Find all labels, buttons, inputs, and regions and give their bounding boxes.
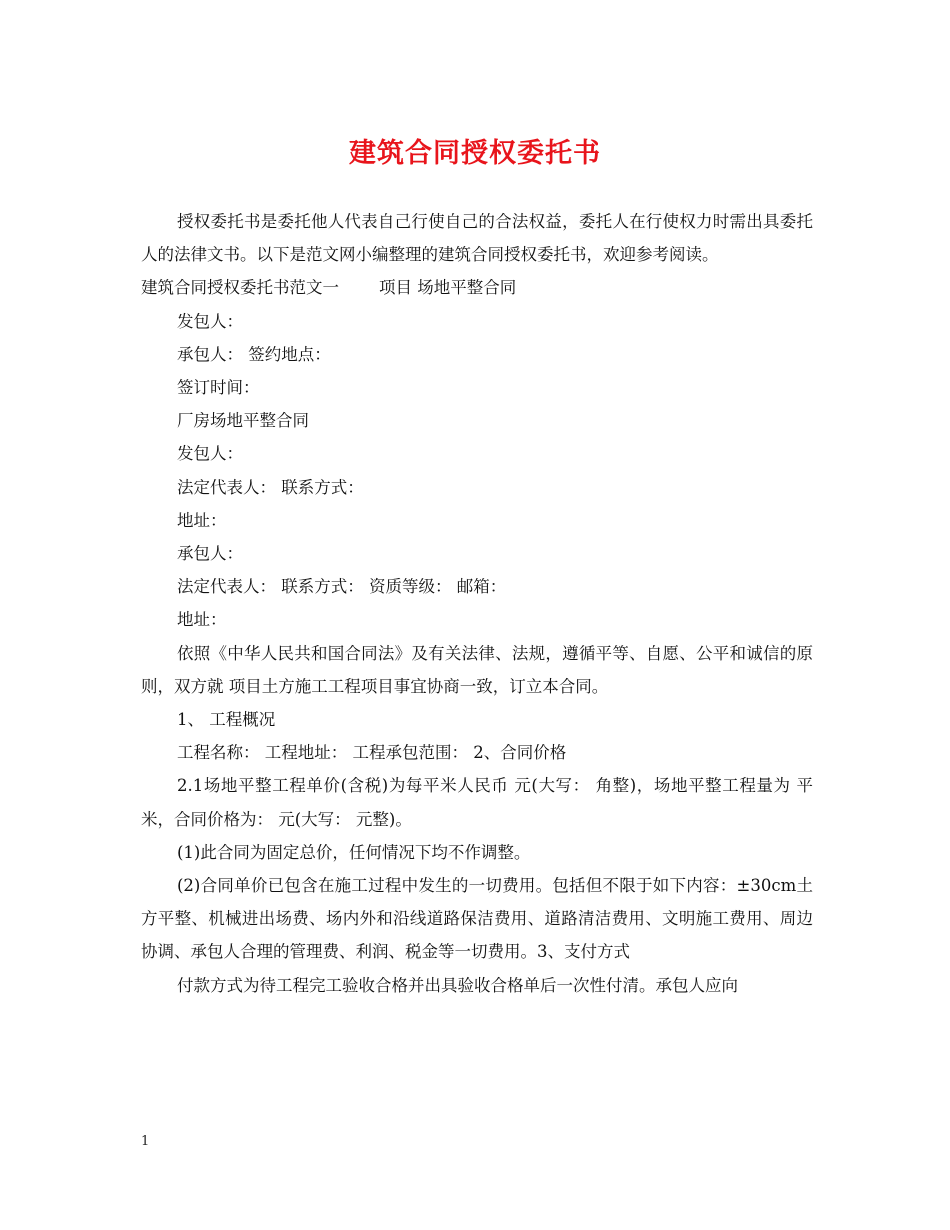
field-contractor-2: 承包人： (177, 544, 243, 564)
intro-paragraph: 授权委托书是委托他人代表自己行使自己的合法权益，委托人在行使权力时需出具委托人的法律文书。以下是范文网小编整理的建筑合同授权委托书，欢迎参考阅读。 (141, 212, 813, 265)
field-address-2: 地址： (177, 610, 227, 630)
project-contract-name: 项目 场地平整合同 (379, 278, 517, 298)
payment-clause: 付款方式为待工程完工验收合格并出具验收合格单后一次性付清。承包人应向 (177, 975, 738, 995)
price-clause-2-1: 2.1场地平整工程单价(含税)为每平米人民币 元(大写： 角整)，场地平整工程量为 平米，合同价格为： 元(大写： 元整)。 (141, 776, 813, 829)
sample-heading: 建筑合同授权委托书范文一 (141, 278, 339, 298)
contract-subtitle: 厂房场地平整合同 (177, 411, 309, 431)
field-legal-rep-contact: 法定代表人： 联系方式： (177, 477, 364, 497)
document-body (141, 205, 813, 1002)
page-number: 1 (141, 1134, 150, 1149)
section-project-overview: 1、 工程概况 (177, 710, 276, 730)
legal-basis-paragraph: 依照《中华人民共和国合同法》及有关法律、法规，遵循平等、自愿、公平和诚信的原则，双方就 项目土方施工工程项目事宜协商一致，订立本合同。 (141, 643, 813, 696)
field-legal-rep-details: 法定代表人： 联系方式： 资质等级： 邮箱： (177, 577, 507, 597)
sample-heading-line (141, 271, 813, 304)
price-clause-fixed: (1)此合同为固定总价，任何情况下均不作调整。 (177, 842, 531, 862)
field-signing-date: 签订时间： (177, 378, 260, 398)
field-contractor-signing-place: 承包人： 签约地点： (177, 344, 331, 364)
price-clause-inclusive: (2)合同单价已包含在施工过程中发生的一切费用。包括但不限于如下内容：±30cm土方平整、机械进出场费、场内外和沿线道路保洁费用、道路清洁费用、文明施工费用、周边协调、承包人合理的管理费、利润、税金等一切费用。3、支付方式 (141, 876, 813, 962)
field-address: 地址： (177, 510, 227, 530)
field-employer-2: 发包人： (177, 444, 243, 464)
document-title: 建筑合同授权委托书 (349, 138, 601, 169)
field-employer: 发包人： (177, 311, 243, 331)
project-fields-line: 工程名称： 工程地址： 工程承包范围： 2、合同价格 (177, 743, 567, 763)
